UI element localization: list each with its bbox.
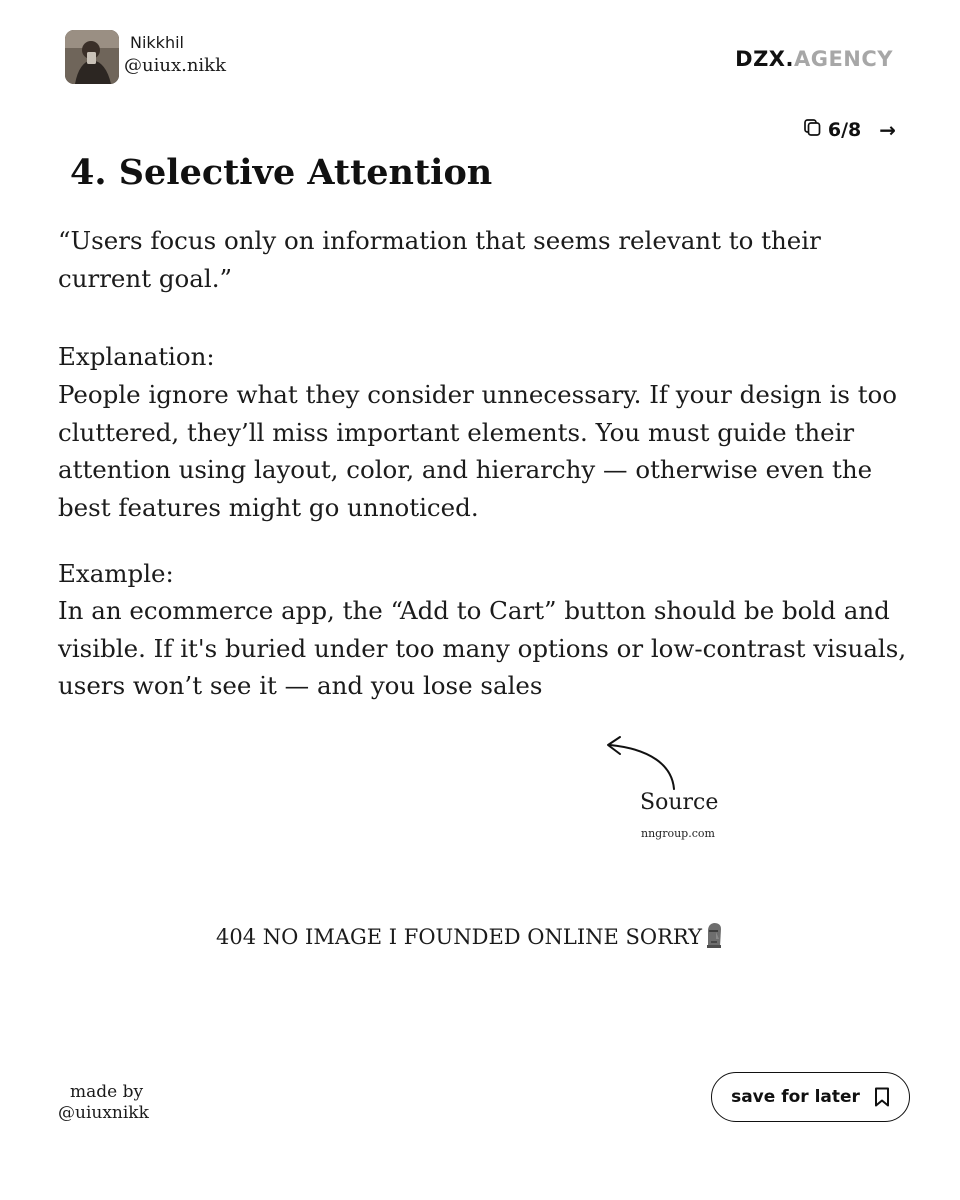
slide-counter: 6/8 bbox=[827, 119, 862, 141]
brand-logo-part1: DZX. bbox=[735, 47, 794, 71]
no-image-notice-text: 404 NO IMAGE I FOUNDED ONLINE SORRY bbox=[216, 925, 702, 949]
slide-pager bbox=[803, 118, 896, 142]
save-for-later-label: save for later bbox=[731, 1087, 860, 1107]
save-for-later-button[interactable] bbox=[711, 1072, 910, 1122]
brand-logo-part2: AGENCY bbox=[793, 47, 893, 71]
source-link[interactable]: nngroup.com bbox=[641, 827, 715, 840]
moai-emoji-icon bbox=[704, 922, 724, 953]
made-by-handle[interactable]: @uiuxnikk bbox=[58, 1103, 149, 1123]
example-heading: Example: bbox=[58, 559, 174, 588]
example-text: In an ecommerce app, the “Add to Cart” button should be bold and visible. If it's buried under too many options or low-contrast visuals, users won’t see it — and you lose sales bbox=[58, 596, 907, 700]
copy-pages-icon bbox=[803, 118, 822, 142]
next-arrow-icon[interactable]: → bbox=[879, 118, 896, 142]
no-image-notice bbox=[0, 922, 940, 953]
avatar[interactable] bbox=[65, 30, 119, 84]
author-handle[interactable]: @uiux.nikk bbox=[124, 55, 226, 76]
bookmark-icon bbox=[874, 1087, 890, 1107]
explanation-text: People ignore what they consider unnecessary. If your design is too cluttered, they’ll miss important elements. You must guide their attention using layout, color, and hierarchy — otherwise even the best features might go unnoticed. bbox=[58, 380, 898, 522]
page-title: 4. Selective Attention bbox=[70, 152, 493, 193]
brand-logo bbox=[735, 47, 893, 71]
author-name: Nikkhil bbox=[130, 33, 184, 52]
avatar-photo bbox=[65, 30, 119, 84]
source-label: Source bbox=[640, 790, 719, 815]
curved-arrow-icon bbox=[598, 735, 684, 795]
quote-text: “Users focus only on information that seems relevant to their current goal.” bbox=[58, 226, 821, 293]
made-by-label: made by bbox=[70, 1082, 144, 1102]
explanation-heading: Explanation: bbox=[58, 342, 215, 371]
